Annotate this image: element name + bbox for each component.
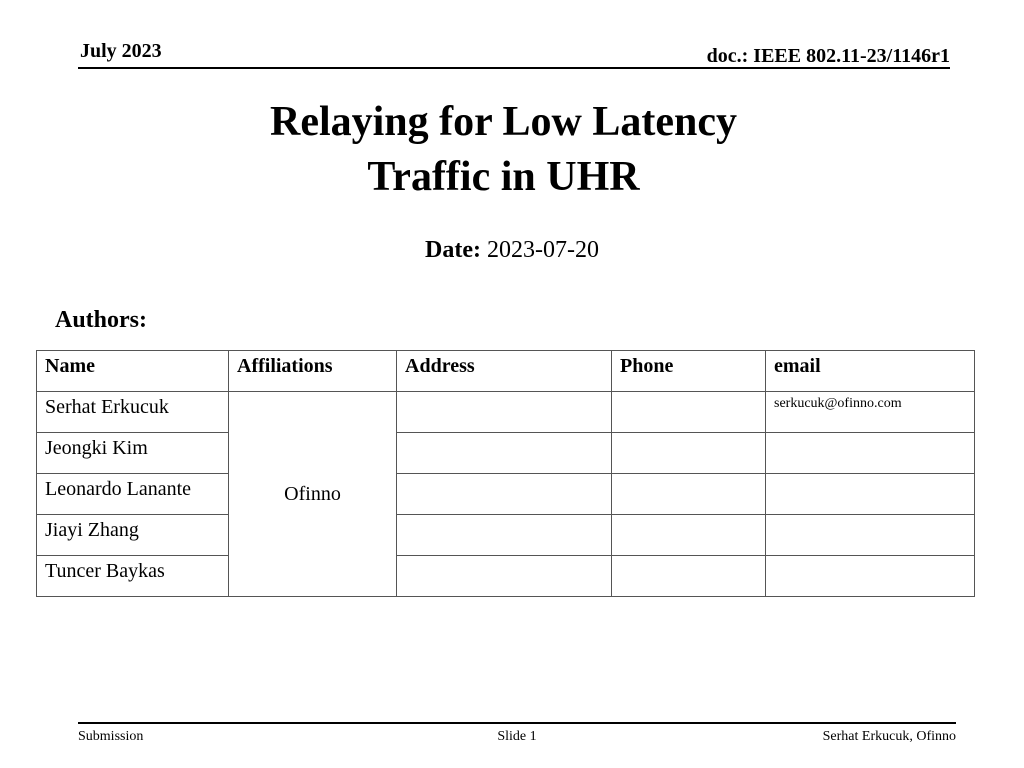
author-address: [397, 433, 612, 474]
table-row: [37, 392, 975, 433]
author-email: [766, 433, 975, 474]
date-line: [0, 237, 1024, 264]
authors-label: Authors:: [55, 307, 148, 333]
table-row: [37, 515, 975, 556]
author-name: Jiayi Zhang: [37, 515, 229, 556]
column-header-affiliations: Affiliations: [229, 351, 397, 392]
table-row: [37, 556, 975, 597]
author-phone: [612, 515, 766, 556]
author-phone: [612, 392, 766, 433]
author-name: Serhat Erkucuk: [37, 392, 229, 433]
author-affiliation: Ofinno: [229, 392, 397, 597]
footer-submission: Submission: [78, 729, 144, 744]
author-email: [766, 515, 975, 556]
table-row: [37, 433, 975, 474]
author-email: [766, 474, 975, 515]
column-header-phone: Phone: [612, 351, 766, 392]
author-address: [397, 392, 612, 433]
author-name: Jeongki Kim: [37, 433, 229, 474]
author-address: [397, 474, 612, 515]
author-name: Tuncer Baykas: [37, 556, 229, 597]
column-header-name: Name: [37, 351, 229, 392]
column-header-address: Address: [397, 351, 612, 392]
table-row: [37, 474, 975, 515]
author-address: [397, 515, 612, 556]
header-rule: [78, 67, 950, 69]
slide-title: [0, 95, 1007, 205]
author-phone: [612, 474, 766, 515]
footer-author: Serhat Erkucuk, Ofinno: [822, 729, 956, 744]
footer-slide-number: Slide 1: [497, 729, 537, 744]
date-label: Date:: [425, 237, 481, 263]
authors-table: [36, 350, 975, 597]
table-header-row: [37, 351, 975, 392]
author-address: [397, 556, 612, 597]
date-value: 2023-07-20: [486, 237, 599, 263]
author-email: [766, 556, 975, 597]
footer-rule: [78, 722, 956, 724]
header-doc-id: doc.: IEEE 802.11-23/1146r1: [706, 45, 950, 67]
author-name: Leonardo Lanante: [37, 474, 229, 515]
header-date: July 2023: [80, 40, 162, 62]
author-phone: [612, 433, 766, 474]
author-email: serkucuk@ofinno.com: [766, 392, 975, 433]
column-header-email: email: [766, 351, 975, 392]
slide-title-line-2: Traffic in UHR: [367, 154, 640, 200]
slide-title-line-1: Relaying for Low Latency: [269, 99, 738, 145]
author-phone: [612, 556, 766, 597]
